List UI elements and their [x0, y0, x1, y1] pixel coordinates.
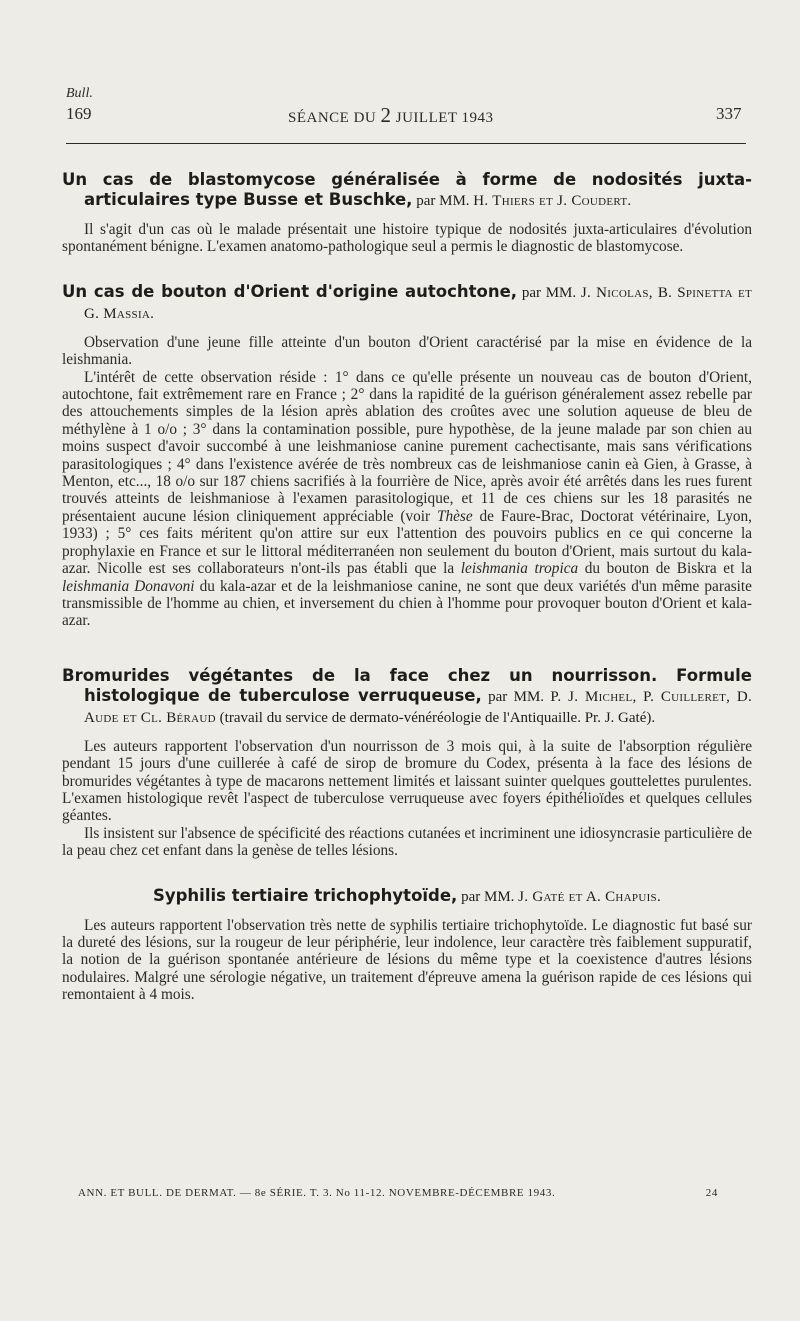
article-title-text: Syphilis tertiaire trichophytoïde, — [152, 885, 458, 905]
paragraph: Les auteurs rapportent l'observation très nette de syphilis tertiaire trichophytoïde. Le diagnostic fut basé sur la dureté des lésions, sur la rougeur de leur périphérie, leur indolence, leur caractère très faiblement suppuratif, la notion de la guérison spontanée antérieure de lésions du même type et la coexistence d'autres lésions nodulaires. Malgré une sérologie négative, un traitement d'épreuve amena la guérison rapide de ces lésions qui remontaient à 4 mois. — [62, 916, 752, 1004]
emphasis-donavoni: leishmania Donavoni — [62, 577, 195, 595]
paragraph-text: du kala-azar et de la leishmaniose canine, ne sont que deux variétés d'un même parasite transmissible de l'homme au chien, et inversement du chien à l'homme pour provoquer bouton d'Orient et kala-azar. — [62, 577, 752, 630]
emphasis-these: Thèse — [436, 507, 473, 525]
emphasis-tropica: leishmania tropica — [460, 560, 579, 578]
article-authors-suffix: (travail du service de dermato-vénéréologie de l'Antiquaille. Pr. J. Gaté). — [215, 709, 656, 726]
article-authors: J. Gaté et A. Chapuis. — [518, 888, 662, 905]
article-blastomycose — [62, 170, 752, 256]
article-authors: P. J. Michel, P. Cuilleret, D. Aude et Cl. Béraud — [84, 688, 753, 726]
article-body — [62, 738, 752, 860]
article-authors-prefix: par MM. — [412, 193, 474, 209]
footer-citation: ANN. ET BULL. DE DERMAT. — 8e SÉRIE. T. 3. No 11-12. NOVEMBRE-DÉCEMBRE 1943. — [78, 1187, 556, 1199]
paragraph-text: L'intérêt de cette observation réside : 1° dans ce qu'elle présente un nouveau cas de bouton d'Orient, autochtone, fait extrêmement rare en France ; 2° dans la rapidité de la guérison généralement assez rebelle par des attouchements simples de la lésion après ablation des croûtes avec une solution aqueuse de bleu de méthylène à 1 o/o ; 3° dans la contamination possible, pure hypothèse, de la jeune malade par son chien au moins suspect d'avoir succombé à une leishmaniose canine purement cachectisante, mais sans vérifications parasitologiques ; 4° dans l'existence avérée de très nombreux cas de leishmaniose canin eà Gien, à Grasse, à Menton, etc..., 18 o/o sur 187 chiens sacrifiés à la fourrière de Nice, après avoir été arrêtés dans les rues furent trouvés atteints de leishmaniose à l'examen parasitologique, et 11 de ces chiens sur les 18 parasités ne présentaient aucune lésion cliniquement appréciable (voir — [62, 368, 752, 525]
footer-signature: 24 — [705, 1187, 718, 1199]
paragraph-text: de Faure-Brac, Doctorat vétérinaire, Lyon, 1933) ; 5° ces faits méritent qu'on attire sur eux l'attention des pouvoirs publics en ce qui concerne la prophylaxie en France et sur le littoral méditerranéen non seulement du bouton d'Orient, mais surtout du kala-azar. Nicolle est ses collaborateurs n'ont-ils pas établi que la — [62, 507, 753, 578]
paragraph: Ils insistent sur l'absence de spécificité des réactions cutanées et incriminent une idiosyncrasie particulière de la peau chez cet enfant dans la genèse de telles lésions. — [62, 824, 752, 860]
article-body — [62, 334, 752, 630]
article-bromurides — [62, 666, 752, 860]
running-title-post: JUILLET 1943 — [391, 110, 494, 126]
running-title-pre: SÉANCE DU — [288, 110, 381, 126]
paragraph: Il s'agit d'un cas où le malade présentait une histoire typique de nodosités juxta-articulaires d'évolution spontanément bénigne. L'examen anatomo-pathologique seul a permis le diagnostic de blastomycose. — [62, 221, 752, 256]
article-authors: H. Thiers et J. Coudert. — [473, 193, 632, 209]
running-title — [288, 103, 494, 128]
article-syphilis — [62, 886, 752, 1004]
article-title-text: Un cas de blastomycose généralisée à forme de nodosités juxta-articulaires type Busse et Buschke, — [62, 170, 752, 209]
article-authors-prefix: par MM. — [457, 888, 519, 905]
paragraph: Les auteurs rapportent l'observation d'un nourrisson de 3 mois qui, à la suite de l'absorption régulière pendant 15 jours d'une cuillerée à café de sirop de bromure du Codex, présenta à la face des lésions de bromurides végétantes à type de macarons nettement limités et laissant suinter quelques gouttelettes purulentes. L'examen histologique revêt l'aspect de tuberculose verruqueuse avec foyers épithélioïdes et quelques cellules géantes. — [62, 737, 752, 825]
article-title — [62, 282, 752, 324]
page-content — [62, 170, 752, 1004]
article-title — [62, 886, 752, 907]
article-body — [62, 221, 752, 256]
article-title-text: Un cas de bouton d'Orient d'origine autochtone, — [62, 281, 518, 301]
running-title-day: 2 — [380, 103, 392, 127]
article-body — [62, 917, 752, 1004]
paragraph-text: du bouton de Biskra et la — [578, 560, 752, 578]
article-title — [62, 170, 752, 211]
article-authors-prefix: par MM. — [517, 284, 581, 301]
header-rule — [66, 143, 746, 144]
page-footer — [78, 1187, 718, 1199]
article-authors-prefix: par MM. — [481, 688, 551, 705]
paragraph — [62, 369, 752, 630]
page-number-right: 337 — [716, 104, 742, 123]
article-title-text: Bromurides végétantes de la face chez un nourrisson. Formule histologique de tuberculose verruqueuse, — [62, 665, 752, 705]
article-title — [62, 666, 752, 728]
journal-abbrev: Bull. — [66, 86, 93, 101]
article-authors: J. Nicolas, B. Spinetta et G. Massia. — [84, 284, 752, 322]
article-bouton-orient — [62, 282, 752, 630]
paragraph: Observation d'une jeune fille atteinte d'un bouton d'Orient caractérisé par la mise en évidence de la leishmania. — [62, 333, 752, 369]
page-number-left: 169 — [66, 104, 92, 123]
